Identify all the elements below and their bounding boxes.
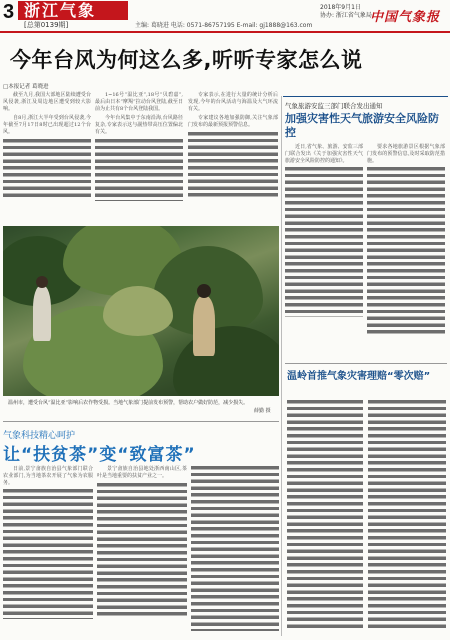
newspaper-masthead: 中国气象报 [370,10,441,25]
header-rule [0,31,450,33]
paragraph: 专家建议各地加强防御,关注气象部门发布的最新预报预警信息。 [188,115,278,129]
text-block [97,483,187,619]
sidebar-divider [285,363,447,364]
text-block [368,400,446,630]
sidebar2-headline: 温岭首推气象灾害理赔“零次赔” [287,371,431,382]
sidebar-article [285,98,447,358]
edition-number: [总第0139期] [24,21,69,29]
column-divider [281,96,282,636]
text-block [191,466,279,631]
text-block [3,489,93,619]
section-banner: 浙江气象 [18,1,128,20]
sidebar-column-1 [285,144,363,359]
person-head [197,284,211,298]
page-number: 3 [3,1,15,23]
text-block [3,139,91,199]
person-figure [33,286,51,341]
main-headline: 今年台风为何这么多,听听专家怎么说 [10,48,363,72]
text-block [367,167,445,337]
section2-headline: 让“扶贫茶”变“致富茶” [3,445,196,465]
photo-caption: 温州市，遭受台风“温比亚”影响后农作物受损。当地气象部门提前发布预警，帮助农户做好防范，减少损失。 [8,400,249,406]
section2-column-1 [3,466,93,636]
sidebar2-column-1 [287,400,363,636]
organizer-line: 协办: 浙江省气象局 [320,12,372,19]
article-column-3 [188,92,278,224]
section2-column-2 [97,466,187,636]
text-block [287,400,363,630]
sidebar-headline: 加强灾害性天气旅游安全风险防控 [285,112,439,139]
paragraph: 近日,省气象、旅游、安监三部门联合发出《关于加强灾害性天气旅游安全风险防控的通知》。 [285,144,363,164]
paragraph: 专家表示,在进行大量的统计分析后发现,今年的台风活动与海温及大气环流有关。 [188,92,278,112]
foliage [173,326,279,396]
page-header [0,0,450,33]
paragraph: 日前,景宁畲族自治县气象部门联合农业部门,为当地茶农开展了气象为农服务。 [3,466,93,486]
article-column-2 [95,92,183,224]
sidebar-column-2 [367,144,445,359]
issue-date-line: 2018年9月1日 [320,4,361,11]
paragraph: 景宁畲族自治县地处浙西南山区,茶叶是当地重要的扶贫产业之一。 [97,466,187,479]
paragraph: 今年台风集中于东南沿海,台风路径复杂,专家表示这与副热带高压位置偏北有关。 [95,115,183,135]
news-photo [3,226,279,396]
text-block [188,132,278,200]
issue-date [320,4,372,20]
paragraph: 截至九月,我国大部地区陆续遭受台风侵袭,浙江及周边地区遭受到较大影响。 [3,92,91,112]
person-figure [193,296,215,356]
text-block [285,167,363,317]
paragraph: 1~16号“温比亚”,18号“贝碧嘉”,最后由日本“摩羯”拉动台风登陆,截至日前为止共有8个台风登陆我国。 [95,92,183,112]
text-block [95,139,183,201]
byline: □本报记者 葛晓进 [3,84,49,90]
section2-kicker: 气象科技精心呵护 [3,431,76,441]
sidebar2-column-2 [368,400,446,636]
person-head [36,276,48,288]
photo-credit: 薛勤 摄 [254,408,271,414]
paragraph: 自8月,浙江大半年受到台风侵袭,今年截至7月17日8时已出现超过12个台风。 [3,115,91,135]
editor-contact: 主编: 葛晓进 电话: 0571-86757195 E-mail: gj1888@163.com [135,22,313,29]
sidebar-rule [283,96,448,97]
article-column-1 [3,92,91,224]
paragraph: 要求各地旅游景区根据气象部门发布的预警信息,及时采取防范措施。 [367,144,445,164]
section-divider [3,421,279,422]
sidebar-kicker: 气象旅游安监三部门联合发出通知 [285,102,383,110]
section2-column-3 [191,466,279,636]
